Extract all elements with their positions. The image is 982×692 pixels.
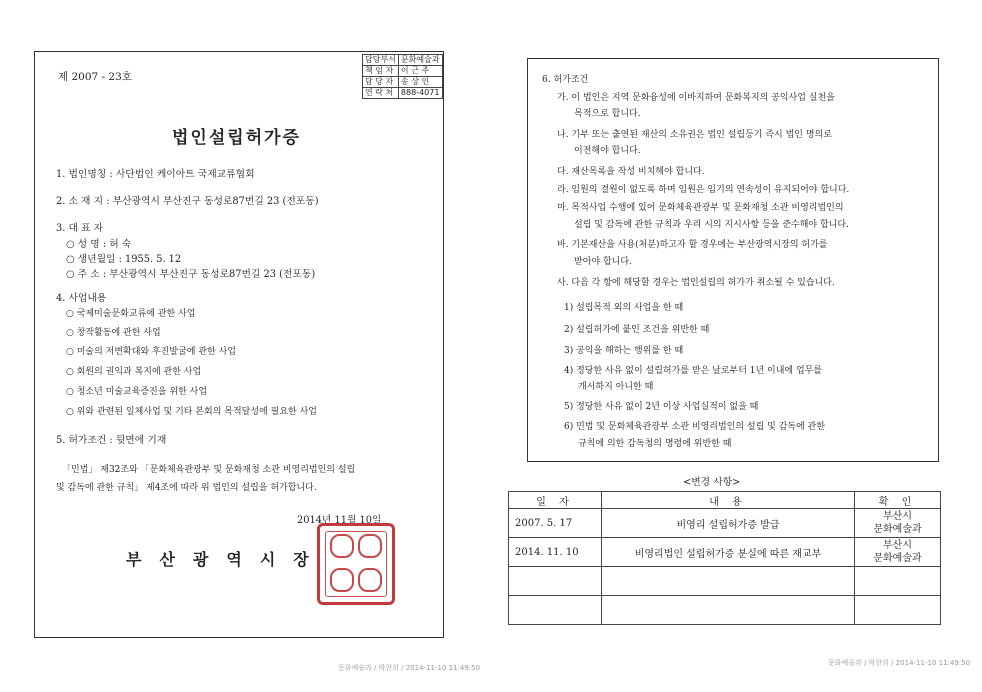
condition-line: 바. 기본재산을 사용(처분)하고자 할 경우에는 부산광역시장의 허가를 <box>557 240 828 250</box>
certificate-title: 법인설립허가증 <box>172 128 301 148</box>
row-content: 비영리법인 설립허가증 분실에 따른 재교부 <box>602 538 855 567</box>
column-header-date: 일 자 <box>509 492 602 509</box>
revocation-item: 5) 정당한 사유 없이 2년 이상 사업실적이 없을 때 <box>564 402 759 412</box>
column-header-content: 내 용 <box>602 492 855 509</box>
corporation-name: 1. 법인명칭 : 사단법인 케이아트 국제교류협회 <box>56 169 255 180</box>
approval-row: 연 락 처 888-4071 <box>363 88 443 99</box>
legal-statement-line-2: 및 감독에 관한 규칙」 제4조에 따라 위 법인의 설립을 허가합니다. <box>56 483 317 493</box>
column-header-confirm: 확 인 <box>855 492 941 509</box>
condition-line: 설립 및 감독에 관한 규칙과 우리 시의 지시사항 등을 준수해야 합니다. <box>574 220 849 230</box>
condition-line: 마. 목적사업 수행에 있어 문화체육관광부 및 문화재청 소관 비영리법인의 <box>557 203 844 213</box>
approval-row: 책 임 자 이 근 주 <box>363 66 443 77</box>
table-header-row <box>509 492 941 509</box>
revocation-item: 6) 민법 및 문화체육관광부 소관 비영리법인의 설립 및 감독에 관한 <box>564 422 826 432</box>
permit-condition-note: 5. 허가조건 : 뒷면에 기재 <box>56 435 167 446</box>
business-item: ○ 국제미술문화교류에 관한 사업 <box>66 309 196 319</box>
corporation-address: 2. 소 재 지 : 부산광역시 부산진구 동성로87번길 23 (전포동) <box>56 196 319 207</box>
approval-row: 담당부서 문화예술과 <box>363 55 443 66</box>
legal-statement-line-1: 「민법」 제32조와 「문화체육관광부 및 문화재청 소관 비영리법인의 설립 <box>62 465 356 475</box>
table-row <box>509 509 941 538</box>
table-row <box>509 538 941 567</box>
row-content: 비영리 설립허가증 발급 <box>602 509 855 538</box>
change-history-title: <변경 사항> <box>683 477 741 488</box>
row-date: 2007. 5. 17 <box>509 509 602 538</box>
revocation-item: 4) 정당한 사유 없이 설립허가를 받은 날로부터 1년 이내에 업무를 <box>564 366 823 376</box>
business-item: ○ 창작활동에 관한 사업 <box>66 328 161 338</box>
condition-line: 목적으로 합니다. <box>574 109 641 119</box>
business-item: ○ 청소년 미술교육증진을 위한 사업 <box>66 387 208 397</box>
rep-name: ○ 성 명 : 허 숙 <box>66 239 132 250</box>
condition-line: 받아야 합니다. <box>574 257 632 267</box>
conditions-heading: 6. 허가조건 <box>542 75 589 85</box>
rep-address: ○ 주 소 : 부산광역시 부산진구 동성로87번길 23 (전포동) <box>66 269 316 280</box>
issue-date: 2014년 11월 10일 <box>297 515 382 526</box>
row-date: 2014. 11. 10 <box>509 538 602 567</box>
change-history-table <box>508 491 941 625</box>
row-confirm: 부산시 문화예술과 <box>855 509 941 538</box>
table-row <box>509 567 941 596</box>
revocation-item: 2) 설립허가에 붙인 조건을 위반한 때 <box>564 325 710 335</box>
business-heading: 4. 사업내용 <box>56 293 107 304</box>
footer-stamp-right: 문화예술과 / 박찬희 / 2014-11-10 11:49:50 <box>828 659 971 667</box>
official-seal-icon <box>317 523 395 605</box>
revocation-item: 개시하지 아니한 때 <box>578 382 654 392</box>
document-number: 제 2007 - 23호 <box>58 71 132 83</box>
condition-line: 나. 기부 또는 출연된 재산의 소유권은 법인 설립등기 즉시 법인 명의로 <box>557 130 832 140</box>
business-item: ○ 회원의 권익과 복지에 관한 사업 <box>66 367 202 377</box>
rep-birthdate: ○ 생년월일 : 1955. 5. 12 <box>66 254 182 265</box>
revocation-item: 3) 공익을 해하는 행위를 한 때 <box>564 346 684 356</box>
business-item: ○ 위와 관련된 일체사업 및 기타 본회의 목적달성에 필요한 사업 <box>66 407 317 417</box>
business-item: ○ 미술의 저변확대와 후진발굴에 관한 사업 <box>66 347 236 357</box>
revocation-item: 1) 설립목적 외의 사업을 한 때 <box>564 303 684 313</box>
condition-line: 다. 재산목록을 작성 비치해야 합니다. <box>557 167 705 177</box>
revocation-item: 규칙에 의한 감독청의 명령에 위반한 때 <box>578 439 732 449</box>
condition-line: 사. 다음 각 항에 해당할 경우는 법인설립의 허가가 취소될 수 있습니다. <box>557 278 835 288</box>
approval-row: 담 당 자 송 상 인 <box>363 77 443 88</box>
condition-line: 이전해야 합니다. <box>574 146 641 156</box>
condition-line: 라. 임원의 결원이 없도록 하며 임원은 임기의 연속성이 유지되어야 합니다. <box>557 185 850 195</box>
representative-heading: 3. 대 표 자 <box>56 223 104 234</box>
condition-line: 가. 이 법인은 지역 문화융성에 이바지하여 문화복지의 공익사업 실천을 <box>557 93 835 103</box>
issuer-name: 부산광역시장 <box>126 550 327 569</box>
approval-box <box>362 54 443 99</box>
table-row <box>509 596 941 625</box>
footer-stamp-left: 문화예술과 / 박찬희 / 2014-11-10 11:49:50 <box>338 664 481 672</box>
row-confirm: 부산시 문화예술과 <box>855 538 941 567</box>
